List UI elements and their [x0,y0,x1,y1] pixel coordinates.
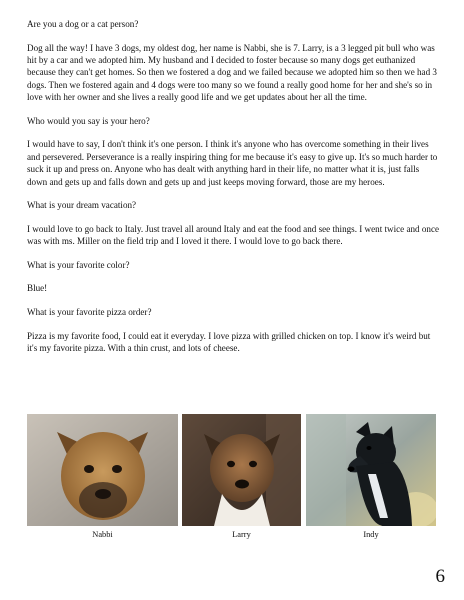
answer-2: I would have to say, I don't think it's one person. I think it's anyone who has overcome something in their lives and persevered. Perseverance is a really inspiring thing for me because it's easy to give up. It's so much harder to suck it up and press on. Anyone who has dealt with anything hard in their life, no matter what it is, just falls down and gets up and falls down and gets up and just keeps moving forward, those are my heroes. [27,139,438,187]
answer-5: Pizza is my favorite food, I could eat it everyday. I love pizza with grilled chicken on top. I know it's weird but it's my favorite pizza. With a thin crust, and lots of cheese. [27,330,431,353]
dog-photo-indy [306,414,436,526]
answer-4: Blue! [27,283,48,294]
question-3: What is your dream vacation? [27,200,137,211]
answer-3: I would love to go back to Italy. Just travel all around Italy and eat the food and see things. I went twice and once was with ms. Miller on the field trip and I loved it there. I would love to go back there. [27,223,440,247]
question-5: What is your favorite pizza order? [27,307,152,317]
photo-card-nabbi [27,414,178,539]
photo-card-indy [306,414,436,539]
photo-card-larry [182,414,301,539]
dog-photo-nabbi [27,414,178,526]
page-number: 6 [435,566,445,587]
question-2: Who would you say is your hero? [27,115,150,126]
answer-1: Dog all the way! I have 3 dogs, my oldest dog, her name is Nabbi, she is 7. Larry, is a 3 legged pit bull who was hit by a car and we adopted him. My husband and I decided to foster because so many dogs get euthanized because they can't get homes. So then we fostered a dog and we failed because we adopted him so then we had 3 dogs. Then we fostered again and 4 dogs were too many so we found a really good home for her and she's so in love with her owner and she lives a really good life and we get updates about her all the time. [27,42,437,103]
question-4: What is your favorite color? [27,259,130,270]
photo-caption-nabbi: Nabbi [92,530,113,539]
photo-caption-indy: Indy [363,530,379,539]
dog-photo-row [27,414,441,554]
dog-photo-larry [182,414,301,526]
interview-text [27,18,441,366]
photo-caption-larry: Larry [232,530,251,539]
question-1: Are you a dog or a cat person? [27,19,139,29]
